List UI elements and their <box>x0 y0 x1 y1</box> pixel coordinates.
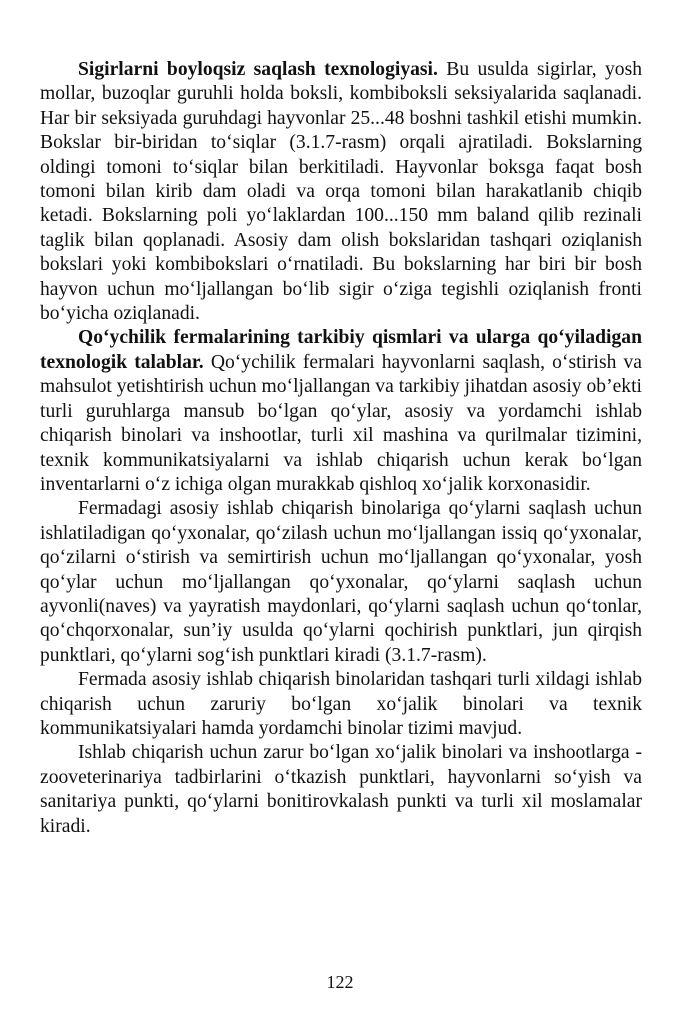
page-body <box>40 58 642 839</box>
paragraph-heading: Qo‘ychilik fermalarining tarkibiy qismlari va ularga qo‘yiladigan texnologik talablar. <box>40 327 642 373</box>
paragraph-production-facilities <box>40 741 642 839</box>
page-number: 122 <box>326 972 354 992</box>
paragraph-cattle-housing <box>40 58 642 326</box>
paragraph-text: Bu usulda sigirlar, yosh mollar, buzoqlar guruhli holda boksli, kombiboksli seksiyalarida saqlanadi. Har bir seksiyada guruhdagi hayvonlar 25...48 boshni tashkil etishi mumkin. Bokslar bir-biridan to‘siqlar (3.1.7-rasm) orqali ajratiladi. Bokslarning oldingi tomoni to‘siqlar bilan berkitiladi. Hayvonlar boksga faqat bosh tomoni bilan kirib dam oladi va orqa tomoni bilan harakatlanib chiqib ketadi. Bokslarning poli yo‘laklardan 100...150 mm baland qilib rezinali taglik bilan qoplanadi. Asosiy dam olish bokslaridan tashqari oziqlanish bokslari yoki kombibokslari o‘rnatiladi. Bu bokslarning har biri bir bosh hayvon uchun mo‘ljallangan bo‘lib sigir o‘ziga tegishli oziqlanish fronti bo‘yicha oziqlanadi. <box>40 59 643 325</box>
paragraph-sheep-farms <box>40 326 642 497</box>
paragraph-text: Fermadagi asosiy ishlab chiqarish binolariga qo‘ylarni saqlash uchun ishlatiladigan qo‘yxonalar, qo‘zilash uchun mo‘ljallangan issiq qo‘yxonalar, qo‘zilarni o‘stirish va semirtirish uchun mo‘ljallangan qo‘yxonalar, yosh qo‘ylar uchun mo‘ljallangan qo‘yxonalar, qo‘ylarni saqlash uchun ayvonli(naves) va yayratish maydonlari, qo‘ylarni saqlash uchun qo‘tonlar, qo‘chqorxonalar, sun’iy usulda qo‘ylarni qochirish punktlari, jun qirqish punktlari, qo‘ylarni sog‘ish punktlari kiradi (3.1.7-rasm). <box>40 498 642 666</box>
paragraph-text: Qo‘ychilik fermalari hayvonlarni saqlash, o‘stirish va mahsulot yetishtirish uchun mo‘ljallangan va tarkibiy jihatdan asosiy ob’ekti turli guruhlarga mansub bo‘lgan qo‘ylar, asosiy va yordamchi ishlab chiqarish binolari va inshootlar, turli xil mashina va qurilmalar tizimini, texnik kommunikatsiyalarni va ishlab chiqarish uchun kerak bo‘lgan inventarlarni o‘z ichiga olgan murakkab qishloq xo‘jalik korxonasidir. <box>40 351 642 495</box>
paragraph-heading: Sigirlarni boyloqsiz saqlash texnologiyasi. <box>78 59 438 80</box>
paragraph-text: Fermada asosiy ishlab chiqarish binolaridan tashqari turli xildagi ishlab chiqarish uchun zaruriy bo‘lgan xo‘jalik binolari va texnik kommunikatsiyalari hamda yordamchi binolar tizimi mavjud. <box>40 669 642 739</box>
paragraph-text: Ishlab chiqarish uchun zarur bo‘lgan xo‘jalik binolari va inshootlarga - zooveterinariya tadbirlarini o‘tkazish punktlari, hayvonlarni so‘yish va sanitariya punkti, qo‘ylarni bonitirovkalash punkti va turli xil moslamalar kiradi. <box>40 742 642 837</box>
paragraph-main-buildings <box>40 497 642 668</box>
paragraph-auxiliary-buildings <box>40 668 642 741</box>
